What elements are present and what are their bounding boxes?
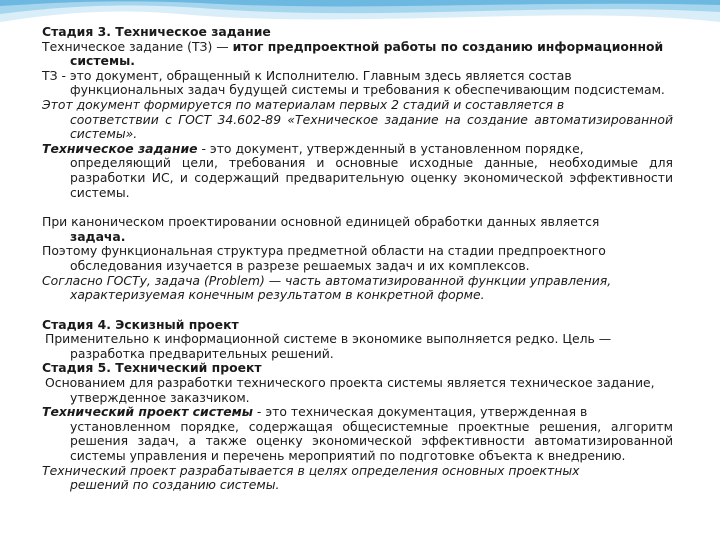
stage4-para: Применительно к информационной системе в экономике выполняется редко. Цель — <box>45 331 612 347</box>
task-para-canonical-cont: задача. <box>70 228 126 244</box>
stage5-heading: Стадия 5. Технический проект <box>42 360 262 376</box>
stage3-para-definition-cont: системы. <box>70 53 135 69</box>
task-para-structure-cont: обследования изучается в разрезе решаемых задач и их комплексов. <box>70 257 530 273</box>
stage4-para-cont: разработка предварительных решений. <box>70 345 334 361</box>
stage3-para-tz-definition-cont: определяющий цели, требования и основные исходные данные, необходимые для разработки ИС, и содержащий предварительную оценку экономической эффективности системы. <box>70 155 673 200</box>
task-para-gost-cont: характеризуемая конечным результатом в конкретной форме. <box>70 287 485 303</box>
task-para-structure: Поэтому функциональная структура предметной области на стадии предпроектного <box>42 243 606 259</box>
stage3-para-document: ТЗ - это документ, обращенный к Исполнителю. Главным здесь является состав <box>42 67 572 83</box>
spacer <box>42 303 673 318</box>
stage5-para-purpose-cont: решений по созданию системы. <box>70 477 280 493</box>
stage3-para-gost-cont: соответствии с ГОСТ 34.602-89 «Техническое задание на создание автоматизированной системы». <box>70 111 673 142</box>
stage5-para-definition: Технический проект системы - это техническая документация, утвержденная в <box>42 404 588 420</box>
slide-body <box>42 25 673 493</box>
stage5-para-purpose: Технический проект разрабатывается в целях определения основных проектных <box>42 462 580 478</box>
stage3-para-definition: Техническое задание (ТЗ) — итог предпроектной работы по созданию информационной <box>42 38 664 54</box>
stage3-heading: Стадия 3. Техническое задание <box>42 24 271 39</box>
task-para-gost: Согласно ГОСТу, задача (Problem) — часть автоматизированной функции управления, <box>42 272 612 288</box>
stage5-para-definition-cont: установленном порядке, содержащая общесистемные проектные решения, алгоритм решения задач, а также оценку экономической эффективности автоматизированной системы управления и перечень мероприятий по подготовке объекта к внедрению. <box>70 418 673 464</box>
stage3-para-document-cont: функциональных задач будущей системы и требования к обеспечивающим подсистемам. <box>70 82 665 98</box>
stage3-para-tz-definition: Техническое задание - это документ, утвержденный в установленном порядке, <box>42 140 584 156</box>
spacer <box>42 200 673 215</box>
stage5-para-basis-cont: утвержденное заказчиком. <box>70 389 250 405</box>
stage3-para-gost: Этот документ формируется по материалам первых 2 стадий и составляется в <box>42 96 565 112</box>
stage4-heading: Стадия 4. Эскизный проект <box>42 316 239 332</box>
stage5-para-basis: Основанием для разработки технического проекта системы является техническое задание, <box>45 375 655 391</box>
task-para-canonical: При каноническом проектировании основной единицей обработки данных является <box>42 214 600 230</box>
